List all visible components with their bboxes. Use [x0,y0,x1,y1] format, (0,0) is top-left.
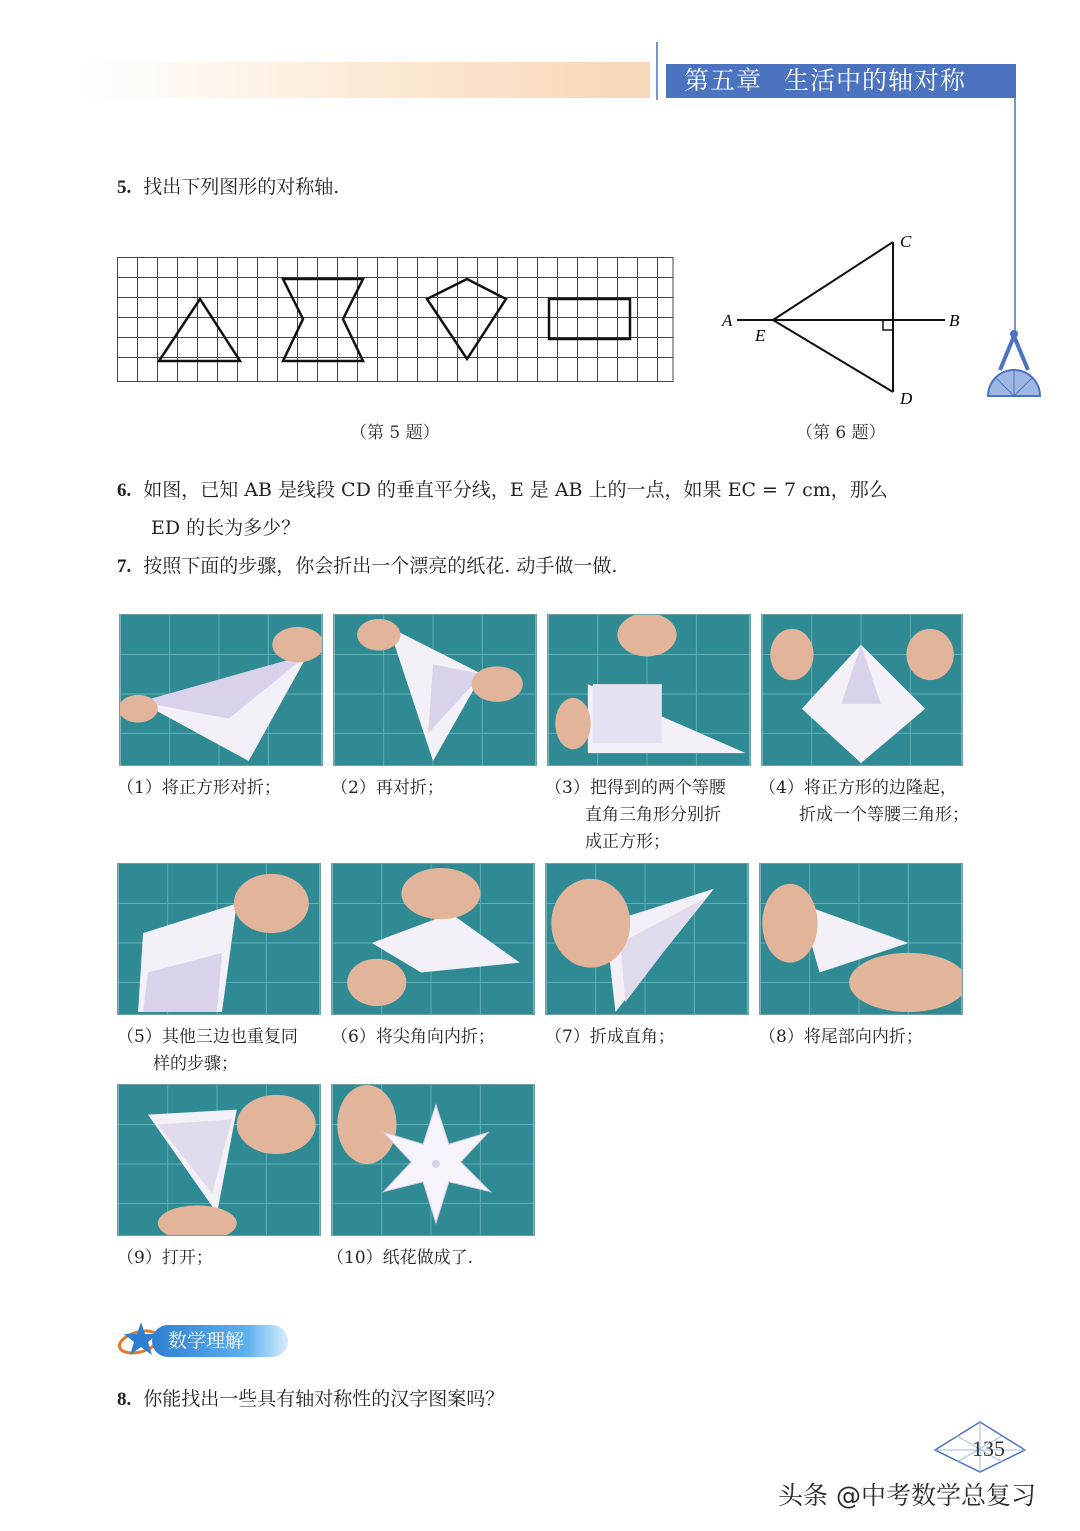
step-8-photo [759,863,963,1015]
caption-line: 成正方形； [585,832,670,852]
step-6-caption: （6）将尖角向内折； [331,1027,495,1047]
label-A: A [722,311,733,330]
label-C: C [900,232,912,251]
margin-rule [1014,98,1016,334]
question-8 [117,1384,504,1415]
step-2-photo [333,614,537,766]
step-8-caption: （8）将尾部向内折； [759,1027,923,1047]
header-divider [656,42,658,100]
step-7-caption: （7）折成直角； [545,1027,675,1047]
hourglass-shape [283,279,363,361]
label-E: E [755,326,766,345]
step-5-caption [117,1024,327,1078]
step-10-photo [331,1084,535,1236]
question-number: 5. [117,177,132,198]
perpendicular-bisector-diagram [715,230,970,410]
question-number: 8. [117,1389,132,1410]
question-text: 你能找出一些具有轴对称性的汉字图案吗？ [143,1388,505,1410]
caption-line: （3）把得到的两个等腰 [545,778,726,798]
kite-shape [427,279,506,359]
figure-6-caption: （第 6 题） [796,423,886,443]
compass-protractor-icon [984,326,1044,400]
step-1-caption: （1）将正方形对折； [117,778,281,798]
step-3-photo [547,614,751,766]
section-badge: 数学理解 [152,1325,288,1357]
question-7 [117,551,617,582]
header-decoration [80,62,650,98]
chapter-title: 生活中的轴对称 [784,66,967,95]
step-9-photo [117,1084,321,1236]
caption-line: 折成一个等腰三角形； [799,805,969,825]
step-4-caption [759,775,974,829]
step-7-photo [545,863,749,1015]
chapter-number: 第五章 [684,66,763,95]
step-9-caption: （9）打开； [117,1248,213,1268]
grid-lines [118,257,674,382]
page-number: 135 [972,1436,1005,1461]
question-number: 6. [117,480,132,501]
step-1-photo [119,614,323,766]
label-B: B [949,311,960,330]
figure-5-caption: （第 5 题） [350,423,440,443]
caption-line: （5）其他三边也重复同 [117,1027,298,1047]
step-2-caption: （2）再对折； [331,778,444,798]
step-4-photo [761,614,963,766]
step-3-caption [545,775,755,856]
step-6-photo [331,863,535,1015]
question-text: 如图，已知 AB 是线段 CD 的垂直平分线，E 是 AB 上的一点，如果 EC = 7 cm，那么 [143,479,888,501]
label-D: D [900,389,913,408]
question-6-continuation: ED 的长为多少？ [151,517,301,539]
caption-line: 样的步骤； [153,1054,238,1074]
caption-line: （4）将正方形的边隆起， [759,778,957,798]
question-6 [117,475,888,506]
caption-line: 直角三角形分别折 [585,805,721,825]
watermark: 头条 @中考数学总复习 [778,1481,1036,1510]
grid-figure [117,257,675,383]
question-text: 按照下面的步骤，你会折出一个漂亮的纸花. 动手做一做. [143,555,618,577]
chapter-header [666,64,1016,98]
question-number: 7. [117,556,132,577]
step-10-caption: （10）纸花做成了. [327,1248,474,1268]
triangle-shape [159,299,240,361]
question-text: 找出下列图形的对称轴. [143,176,340,198]
step-5-photo [117,863,321,1015]
question-5 [117,172,339,203]
